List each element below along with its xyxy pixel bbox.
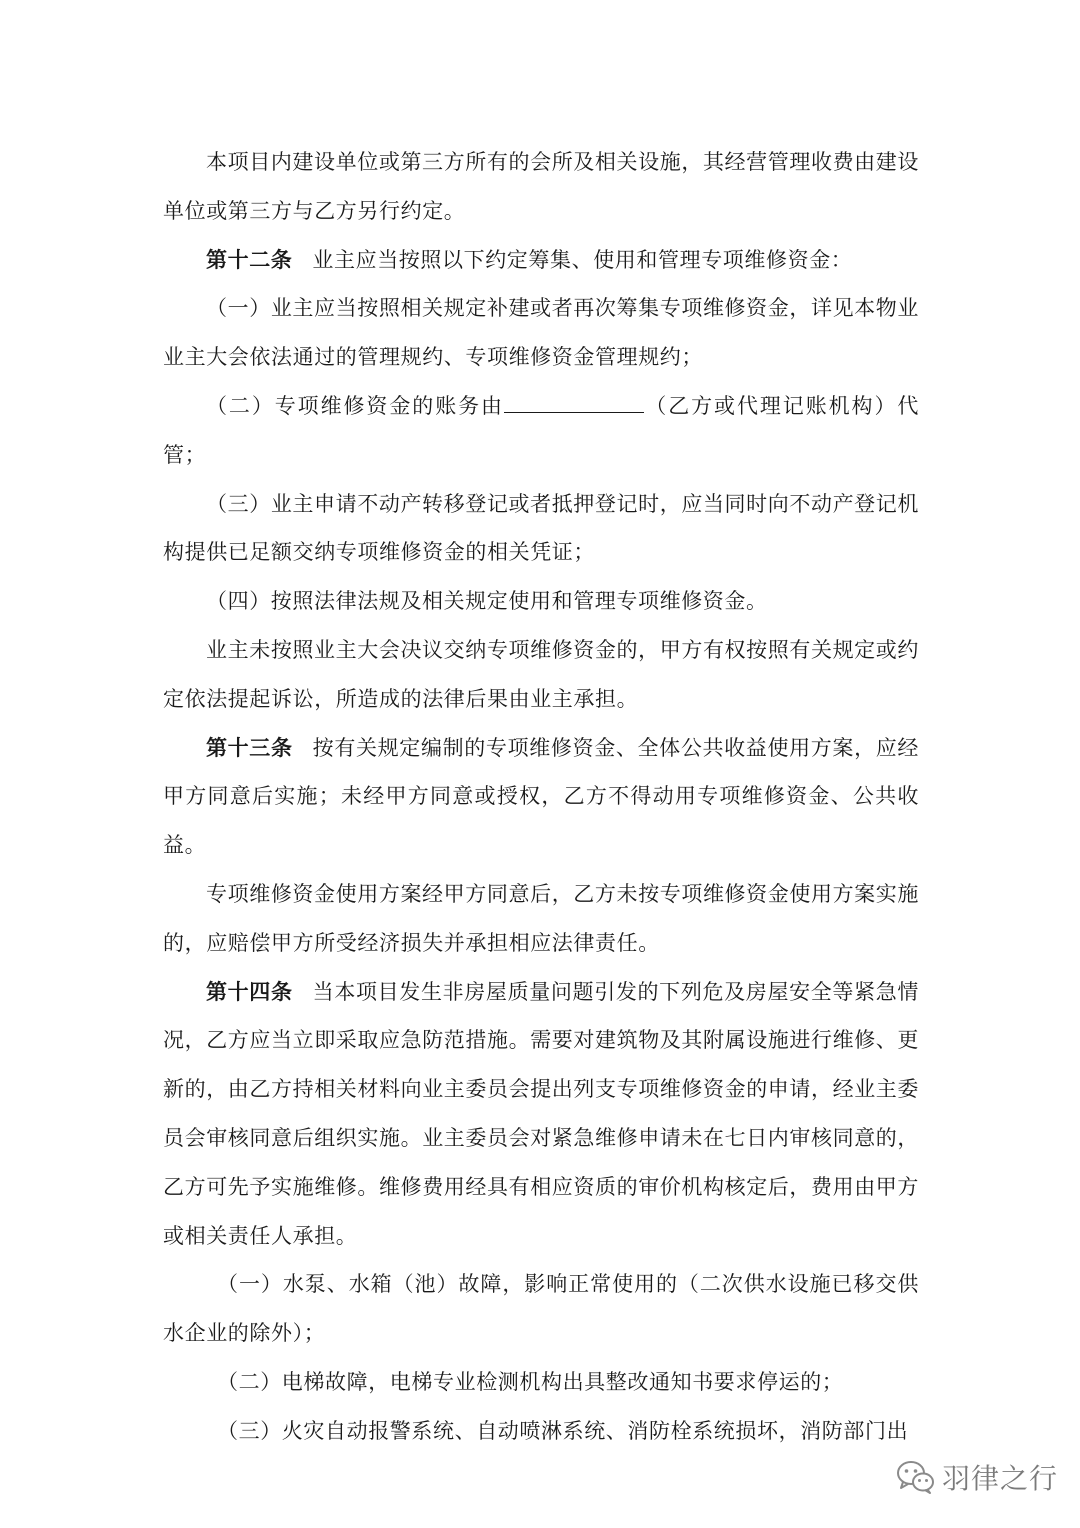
article-12 xyxy=(163,236,919,285)
article-12-heading: 第十二条 xyxy=(206,246,293,272)
article-13 xyxy=(163,724,919,870)
article-12-paragraph-2: 业主未按照业主大会决议交纳专项维修资金的，甲方有权按照有关规定或约定依法提起诉讼，所造成的法律后果由业主承担。 xyxy=(163,637,919,711)
watermark-text: 羽律之行 xyxy=(942,1462,1059,1495)
article-12-item-2-prefix: （二）专项维修资金的账务由 xyxy=(206,393,504,418)
article-14-item-2: （二）电梯故障，电梯专业检测机构出具整改通知书要求停运的； xyxy=(217,1369,844,1394)
article-14-item-1: （一）水泵、水箱（池）故障，影响正常使用的（二次供水设施已移交供水企业的除外）； xyxy=(163,1272,919,1346)
article-12-item-1: （一）业主应当按照相关规定补建或者再次筹集专项维修资金，详见本物业业主大会依法通过的管理规约、专项维修资金管理规约； xyxy=(163,296,919,370)
paragraph-clubhouse-fees: 本项目内建设单位或第三方所有的会所及相关设施，其经营管理收费由建设单位或第三方与乙方另行约定。 xyxy=(163,150,919,223)
article-12-item-3: （三）业主申请不动产转移登记或者抵押登记时，应当同时向不动产登记机构提供已足额交纳专项维修资金的相关凭证； xyxy=(163,491,919,565)
article-14-heading: 第十四条 xyxy=(206,978,293,1004)
article-12-item-2 xyxy=(163,382,919,480)
article-12-body: 业主应当按照以下约定筹集、使用和管理专项维修资金： xyxy=(312,247,853,272)
article-12-item-2-suffix: （乙方或代理记账机构）代管； xyxy=(163,393,919,467)
article-13-heading: 第十三条 xyxy=(206,734,293,760)
article-14 xyxy=(163,968,919,1261)
article-14-item-3: （三）火灾自动报警系统、自动喷淋系统、消防栓系统损坏，消防部门出 xyxy=(217,1418,909,1443)
watermark xyxy=(896,1457,1058,1497)
document-page xyxy=(163,138,919,1456)
fill-in-blank[interactable] xyxy=(504,390,644,413)
article-13-paragraph-2: 专项维修资金使用方案经甲方同意后，乙方未按专项维修资金使用方案实施的，应赔偿甲方所受经济损失并承担相应法律责任。 xyxy=(163,881,919,955)
article-12-item-4: （四）按照法律法规及相关规定使用和管理专项维修资金。 xyxy=(206,589,768,614)
wechat-icon xyxy=(896,1460,934,1494)
article-14-body: 当本项目发生非房屋质量问题引发的下列危及房屋安全等紧急情况，乙方应当立即采取应急防范措施。需要对建筑物及其附属设施进行维修、更新的，由乙方持相关材料向业主委员会提出列支专项维修资金的申请，经业主委员会审核同意后组织实施。业主委员会对紧急维修申请未在七日内审核同意的，乙方可先予实施维修。维修费用经具有相应资质的审价机构核定后，费用由甲方或相关责任人承担。 xyxy=(163,979,919,1248)
article-13-body: 按有关规定编制的专项维修资金、全体公共收益使用方案，应经甲方同意后实施；未经甲方同意或授权，乙方不得动用专项维修资金、公共收益。 xyxy=(163,735,919,858)
